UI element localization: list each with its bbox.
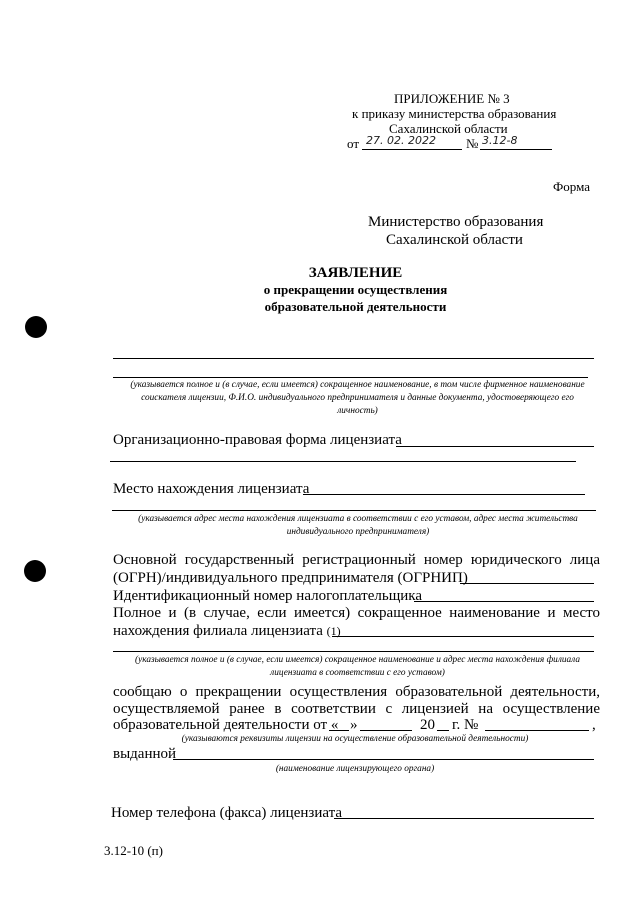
org-form-label: Организационно-правовая форма лицензиата — [113, 432, 402, 448]
note-licensee-name: (указывается полное и (в случае, если имеется) сокращенное наименование, в том числе фирменное наименование соискателя лицензии, Ф.И.О. индивидуального предпринимателя и данные документа, удостоверяющего его личность) — [130, 380, 585, 416]
addressee-line-2: Сахалинской области — [386, 232, 523, 248]
footer-code: 3.12-10 (п) — [104, 843, 163, 858]
document-subtitle-2: образовательной деятельности — [264, 299, 447, 314]
inn-line[interactable] — [414, 601, 594, 602]
date-underline — [362, 149, 462, 150]
license-close-quote: » — [350, 717, 358, 733]
number-label: № — [466, 136, 479, 151]
branch-line-1[interactable] — [332, 636, 594, 637]
note-issuer: (наименование лицензирующего органа) — [275, 764, 435, 774]
inn-label: Идентификационный номер налогоплательщика — [113, 588, 423, 604]
location-label: Место нахождения лицензиата — [113, 481, 310, 497]
ogrn-label-line-1: Основной государственный регистрационный номер юридического лица — [113, 552, 600, 568]
phone-label: Номер телефона (факса) лицензиата — [111, 805, 343, 821]
branch-line-2[interactable] — [113, 651, 594, 652]
statement-line-2: осуществляемой ранее в соответствии с лицензией на осуществление — [113, 701, 600, 717]
license-number-label: г. № — [452, 717, 479, 733]
licensee-name-line-1[interactable] — [113, 358, 594, 359]
issuer-line[interactable] — [173, 759, 594, 760]
branch-label-line-1: Полное и (в случае, если имеется) сокращенное наименование и место — [113, 605, 600, 621]
statement-line-1: сообщаю о прекращении осуществления образовательной деятельности, — [113, 684, 600, 700]
handwritten-date: 27. 02. 2022 — [366, 134, 436, 147]
note-address: (указывается адрес места нахождения лицензиата в соответствии с его уставом, адрес места жительства индивидуального предпринимателя) — [138, 514, 578, 537]
license-year-prefix: 20 — [420, 717, 435, 733]
issued-label: выданной — [113, 746, 177, 762]
licensee-name-line-2[interactable] — [113, 377, 588, 378]
order-line: к приказу министерства образования — [352, 106, 557, 121]
location-line-2[interactable] — [112, 510, 596, 511]
branch-footnote: (1) — [326, 624, 341, 638]
branch-label-line-2 — [113, 622, 341, 641]
license-year-line[interactable] — [437, 730, 449, 731]
location-line-1[interactable] — [303, 494, 585, 495]
statement-line-3-start: образовательной деятельности от « — [113, 717, 339, 733]
number-underline — [480, 149, 552, 150]
note-branch: (указывается полное и (в случае, если имеется) сокращенное наименование и адрес места нахождения филиала лицензиата в соответствии с его уставом) — [135, 655, 580, 678]
binder-hole-bottom — [24, 560, 46, 582]
addressee-line-1: Министерство образования — [368, 214, 544, 230]
ogrn-line[interactable] — [460, 583, 594, 584]
region-line: Сахалинской области — [389, 121, 508, 136]
license-day-line[interactable] — [329, 730, 349, 731]
license-number-line[interactable] — [485, 730, 589, 731]
handwritten-number: 3.12-8 — [482, 134, 518, 147]
branch-label-text: нахождения филиала лицензиата — [113, 623, 323, 639]
from-label: от — [347, 136, 360, 151]
appendix-number: ПРИЛОЖЕНИЕ № 3 — [394, 91, 510, 106]
form-label: Форма — [553, 179, 590, 194]
binder-hole-top — [25, 316, 47, 338]
document-subtitle-1: о прекращении осуществления — [263, 282, 448, 297]
phone-line[interactable] — [334, 818, 594, 819]
license-month-line[interactable] — [360, 730, 412, 731]
ogrn-label-line-2: (ОГРН)/индивидуального предпринимателя (ОГРНИП) — [113, 570, 468, 586]
document-title: ЗАЯВЛЕНИЕ — [308, 265, 403, 281]
org-form-line-2[interactable] — [110, 461, 576, 462]
statement-comma: , — [592, 717, 596, 733]
note-license-details: (указываются реквизиты лицензии на осуществление образовательной деятельности) — [181, 734, 529, 744]
org-form-line-1[interactable] — [396, 446, 594, 447]
